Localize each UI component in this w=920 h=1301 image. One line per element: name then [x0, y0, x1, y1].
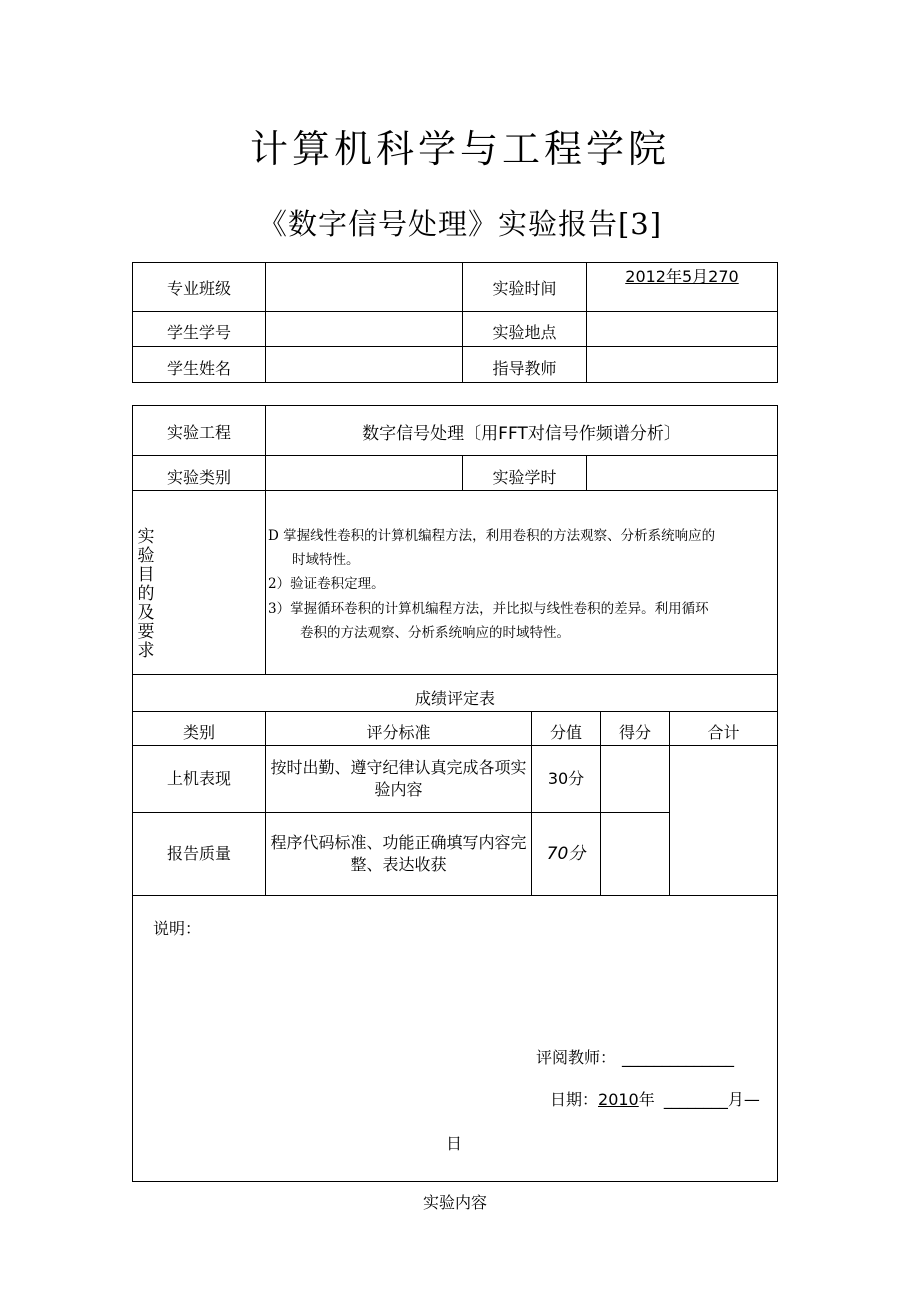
reviewer-row	[536, 1045, 734, 1068]
purpose-line-5: 卷积的方法观察、分析系统响应的时域特性。	[300, 625, 570, 641]
time-label: 实验时间	[492, 279, 557, 298]
header-category: 类别	[182, 722, 215, 742]
row-1-category: 上机表现	[166, 769, 231, 788]
teacher-value[interactable]	[587, 347, 777, 382]
name-value[interactable]	[266, 347, 462, 382]
purpose-line-4: 3）掌握循环卷积的计算机编程方法，并比拟与线性卷积的差异。利用循环	[268, 601, 709, 617]
grading-total[interactable]	[670, 746, 777, 895]
institution-title: 计算机科学与工程学院	[249, 127, 670, 171]
name-label: 学生姓名	[166, 359, 231, 378]
date-month: 月—	[727, 1090, 760, 1109]
student-id-label: 学生学号	[166, 323, 231, 342]
date-year-unit: 年	[638, 1090, 655, 1109]
hours-label: 实验学时	[492, 467, 557, 487]
purpose-line-1: D 掌握线性卷积的计算机编程方法，利用卷积的方法观察、分析系统响应的	[268, 528, 716, 544]
reviewer-signature-line[interactable]: ______________	[622, 1048, 735, 1067]
teacher-label: 指导教师	[492, 359, 557, 378]
row-2-points: 70分	[546, 844, 586, 864]
date-month-blank[interactable]: ________	[663, 1090, 728, 1109]
row-1-score[interactable]	[601, 746, 669, 812]
hours-value[interactable]	[587, 456, 777, 490]
project-value[interactable]: 数字信号处理〔用FFT对信号作频谱分析〕	[362, 424, 681, 444]
time-value[interactable]	[587, 265, 777, 289]
header-score: 得分	[618, 722, 651, 742]
row-1-criteria: 按时出勤、遵守纪律认真完成各项实验内容	[270, 758, 527, 799]
header-points: 分值	[549, 722, 582, 742]
purpose-label: 实验目的及要求	[137, 527, 155, 661]
row-1-points: 30分	[547, 769, 585, 788]
time-value-text: 2012年5月270	[625, 267, 739, 286]
row-2-category: 报告质量	[166, 844, 231, 863]
date-label: 日期：	[550, 1090, 599, 1109]
section-title: 实验内容	[422, 1193, 487, 1212]
location-label: 实验地点	[492, 323, 557, 342]
header-criteria: 评分标准	[366, 722, 431, 742]
purpose-line-3: 2）验证卷积定理。	[268, 576, 385, 592]
location-value[interactable]	[587, 312, 777, 346]
class-value[interactable]	[266, 263, 462, 311]
header-total: 合计	[707, 722, 740, 742]
row-2-criteria: 程序代码标准、功能正确填写内容完整、表达收获	[270, 833, 527, 874]
date-day: 日	[446, 1134, 463, 1153]
student-id-value[interactable]	[266, 312, 462, 346]
date-year[interactable]: 2010	[598, 1090, 639, 1109]
remarks-label: 说明：	[153, 919, 202, 938]
category-label: 实验类别	[166, 467, 231, 487]
row-2-score[interactable]	[601, 813, 669, 895]
grading-title: 成绩评定表	[414, 688, 495, 708]
project-label: 实验工程	[166, 423, 231, 442]
date-row	[550, 1087, 760, 1110]
category-value[interactable]	[266, 456, 462, 490]
report-title: 《数字信号处理》实验报告[3]	[257, 207, 663, 241]
purpose-line-2: 时域特性。	[292, 552, 360, 568]
reviewer-label: 评阅教师：	[536, 1048, 617, 1067]
class-label: 专业班级	[166, 279, 231, 298]
